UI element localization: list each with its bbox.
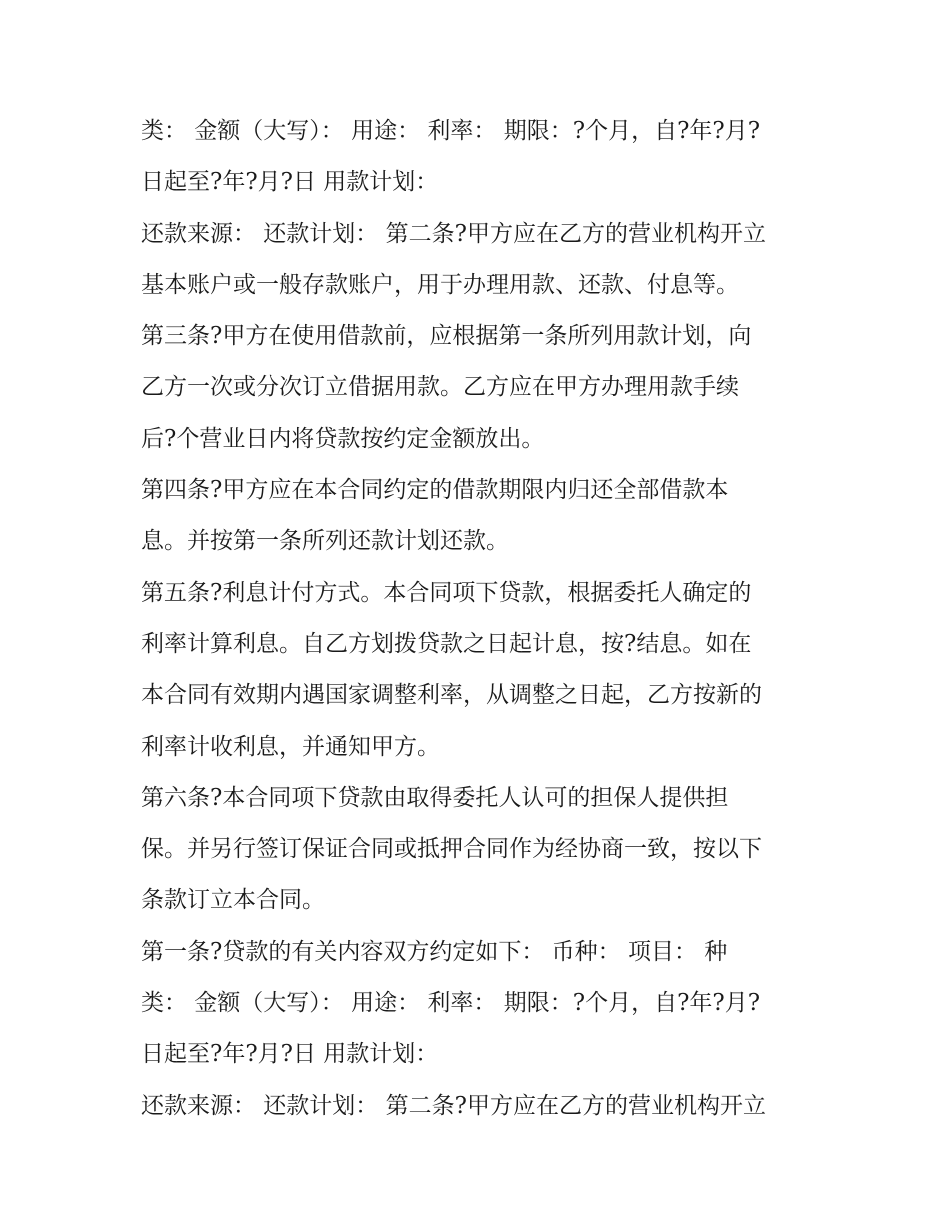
contract-text: [141, 106, 821, 1132]
text-line: 利率计算利息。自乙方划拨贷款之日起计息，按?结息。如在: [141, 630, 752, 657]
text-line: 后?个营业日内将贷款按约定金额放出。: [141, 425, 545, 452]
text-line: 日起至?年?月?日 用款计划：: [141, 1041, 439, 1068]
text-line: 利率计收利息，并通知甲方。: [141, 733, 440, 760]
text-line: 日起至?年?月?日 用款计划：: [141, 169, 439, 196]
text-line: 第六条?本合同项下贷款由取得委托人认可的担保人提供担: [141, 784, 729, 811]
text-line: 第一条?贷款的有关内容双方约定如下： 币种： 项目： 种: [141, 938, 728, 965]
text-line: 基本账户或一般存款账户，用于办理用款、还款、付息等。: [141, 271, 739, 298]
text-line: 第五条?利息计付方式。本合同项下贷款，根据委托人确定的: [141, 579, 752, 606]
text-line: 条款订立本合同。: [141, 887, 325, 914]
text-line: 类： 金额（大写）： 用途： 利率： 期限：?个月，自?年?月?: [141, 118, 761, 144]
text-line: 保。并另行签订保证合同或抵押合同作为经协商一致，按以下: [141, 836, 762, 863]
text-line: 还款来源： 还款计划： 第二条?甲方应在乙方的营业机构开立: [141, 1092, 766, 1119]
text-line: 还款来源： 还款计划： 第二条?甲方应在乙方的营业机构开立: [141, 220, 766, 247]
text-line: 息。并按第一条所列还款计划还款。: [141, 528, 509, 555]
text-line: 乙方一次或分次订立借据用款。乙方应在甲方办理用款手续: [141, 374, 739, 401]
text-line: 第三条?甲方在使用借款前，应根据第一条所列用款计划，向: [141, 323, 752, 350]
text-line: 本合同有效期内遇国家调整利率，从调整之日起，乙方按新的: [141, 682, 762, 709]
text-line: 第四条?甲方应在本合同约定的借款期限内归还全部借款本: [141, 477, 729, 504]
text-line: 类： 金额（大写）： 用途： 利率： 期限：?个月，自?年?月?: [141, 990, 761, 1017]
